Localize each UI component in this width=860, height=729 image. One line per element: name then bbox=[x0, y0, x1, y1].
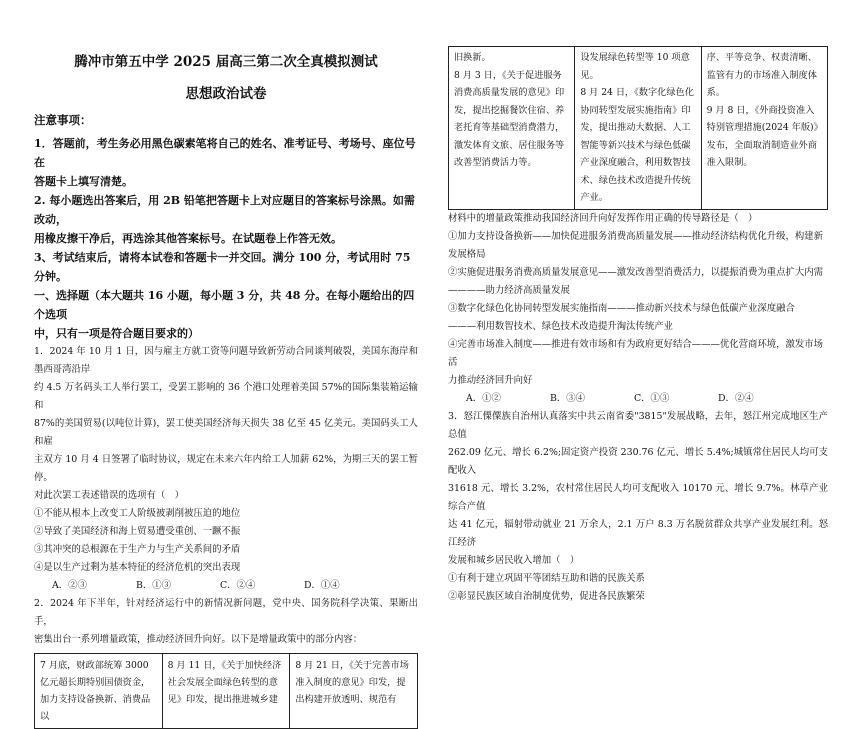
statement-option: ②彰显民族区域自治制度优势，促进各民族繁荣 bbox=[448, 590, 645, 602]
notice-line: 3、考试结束后，请将本试卷和答题卡一并交回。满分 100 分，考试用时 75 分钟。 bbox=[34, 251, 411, 283]
choice-d[interactable]: D．①④ bbox=[304, 580, 340, 591]
table-cell: 序、平等竞争、权责清晰、监管有力的市场准入制度体系。 9 月 8 日，《外商投资准入特别管理措施(2024 年版)》发布，全面取消制造业外商准入限制。 bbox=[701, 47, 827, 210]
question-text: 密集出台一系列增量政策，推动经济回升向好。以下是增量政策中的部分内容： bbox=[34, 634, 363, 645]
statement-option: ②导致了美国经济和海上贸易遭受重创、一蹶不振 bbox=[34, 526, 241, 537]
statement-option: ②实施促进服务消费高质量发展意见——激发改善型消费活力，以提振消费为重点扩大内需 bbox=[448, 266, 824, 278]
question-3 bbox=[448, 408, 828, 606]
choice-a[interactable]: A．②③ bbox=[52, 580, 87, 591]
statement-option: ③其冲突的总根源在于生产力与生产关系间的矛盾 bbox=[34, 544, 241, 555]
statement-option: ①加力支持设备换新——加快促进服务消费高质量发展——推动经济结构优化升级，构建新 bbox=[448, 230, 824, 242]
notice-line: 用橡皮擦干净后，再选涂其他答案标号。在试题卷上作答无效。 bbox=[34, 232, 342, 245]
choice-a[interactable]: A．①② bbox=[466, 392, 501, 404]
choice-d[interactable]: D．②④ bbox=[718, 392, 754, 404]
statement-option: ④完善市场准入制度——推进有效市场和有为政府更好结合———优化营商环境，激发市场活 bbox=[448, 338, 824, 368]
notice-line: 2. 每小题选出答案后，用 2B 铅笔把答题卡上对应题目的答案标号涂黑。如需改动， bbox=[34, 194, 415, 226]
choice-c[interactable]: C．①③ bbox=[634, 392, 670, 404]
policy-table-part2 bbox=[448, 46, 828, 210]
question-text: 262.09 亿元、增长 6.2%;固定资产投资 230.76 亿元、增长 5.4%;城镇常住居民人均可支配收入 bbox=[448, 446, 828, 476]
question-text: 对此次罢工表述错误的选项有（ ） bbox=[34, 490, 185, 501]
choice-b[interactable]: B．③④ bbox=[550, 392, 586, 404]
notice-line: 1．答题前，考生务必用黑色碳素笔将自己的姓名、准考证号、考场号、座位号在 bbox=[34, 137, 416, 169]
statement-option: 力推动经济回升向好 bbox=[448, 374, 533, 386]
question-text: 约 4.5 万名码头工人举行罢工，受罢工影响的 36 个港口处理着美国 57%的国际集装箱运输和 bbox=[34, 382, 418, 411]
statement-option: 发展格局 bbox=[448, 248, 486, 260]
statement-option: ①不能从根本上改变工人阶级被剥削被压迫的地位 bbox=[34, 508, 241, 519]
notice-heading: 注意事项： bbox=[34, 113, 92, 127]
statement-option: ③数字化绿色化协同转型发展实施指南———推动新兴技术与绿色低碳产业深度融合 bbox=[448, 302, 795, 314]
question-text: 发展和城乡居民收入增加（ ） bbox=[448, 554, 580, 566]
question-text: 主双方 10 月 4 日签署了临时协议，规定在未来六年内给工人加薪 62%，为期三天的罢工暂停。 bbox=[34, 454, 418, 483]
section-heading: 中，只有一项是符合题目要求的） bbox=[34, 327, 199, 340]
choice-b[interactable]: B．①③ bbox=[136, 580, 172, 591]
table-cell: 设发展绿色转型等 10 项意见。 8 月 24 日，《数字化绿色化协同转型发展实施指南》印发，提出推动大数据、人工智能等新兴技术与绿色低碳产业深度融合，利用数智技术、绿色技术改造提升传统产业。 bbox=[575, 47, 701, 210]
notice-line: 答题卡上填写清楚。 bbox=[34, 175, 133, 188]
exam-subtitle: 思想政治试卷 bbox=[185, 86, 267, 102]
statement-option: ————助力经济高质量发展 bbox=[448, 284, 570, 296]
question-text: 材料中的增量政策推动我国经济回升向好发挥作用正确的传导路径是（ ） bbox=[448, 212, 758, 224]
question-text: 87%的美国贸易(以吨位计算)，罢工使美国经济每天损失 38 亿至 45 亿美元。美国码头工人和雇 bbox=[34, 418, 418, 447]
statement-option: ———利用数智技术、绿色技术改造提升淘汰传统产业 bbox=[448, 320, 674, 332]
choice-c[interactable]: C．②④ bbox=[220, 580, 256, 591]
policy-table-part1 bbox=[34, 653, 418, 729]
question-text: 2．2024 年下半年，针对经济运行中的新情况新问题，党中央、国务院科学决策、果断出手， bbox=[34, 598, 418, 627]
question-text: 1．2024 年 10 月 1 日，因与雇主方就工资等问题导致新劳动合同谈判破裂，美国东海岸和墨西哥湾沿岸 bbox=[34, 346, 418, 375]
section-heading: 一、选择题（本大题共 16 小题，每小题 3 分，共 48 分。在每小题给出的四个选项 bbox=[34, 289, 415, 321]
right-column bbox=[448, 46, 828, 606]
question-text: 31618 元、增长 3.2%，农村常住居民人均可支配收入 10170 元、增长 9.7%。林草产业综合产值 bbox=[448, 482, 828, 512]
statement-option: ④是以生产过剩为基本特征的经济危机的突出表现 bbox=[34, 562, 241, 573]
question-text: 达 41 亿元，辐射带动就业 21 万余人，2.1 万户 8.3 万名脱贫群众共享产业发展红利。怒江经济 bbox=[448, 518, 828, 548]
answer-choices bbox=[448, 390, 828, 408]
table-cell: 旧换新。 8 月 3 日，《关于促进服务消费高质量发展的意见》印发，提出挖掘餐饮住宿、养老托育等基础型消费潜力，激发体育文旅、居住服务等改善型消费活力等。 bbox=[449, 47, 575, 210]
table-cell: 7 月底，财政部统筹 3000 亿元超长期特别国债资金，加力支持设备换新、消费品以 bbox=[35, 654, 163, 729]
question-1 bbox=[34, 343, 418, 595]
statement-option: ①有利于建立巩固平等团结互助和谐的民族关系 bbox=[448, 572, 645, 584]
left-column bbox=[34, 42, 418, 729]
exam-title: 腾冲市第五中学 2025 届高三第二次全真模拟测试 bbox=[74, 54, 378, 70]
question-2 bbox=[34, 595, 418, 729]
question-text: 3．怒江傈僳族自治州认真落实中共云南省委"3815"发展战略，去年，怒江州完成地区生产总值 bbox=[448, 410, 828, 440]
table-cell: 8 月 21 日，《关于完善市场准入制度的意见》印发，提出构建开放透明、规范有 bbox=[290, 654, 418, 729]
answer-choices bbox=[34, 577, 418, 595]
table-cell: 8 月 11 日，《关于加快经济社会发展全面绿色转型的意见》印发，提出推进城乡建 bbox=[162, 654, 290, 729]
